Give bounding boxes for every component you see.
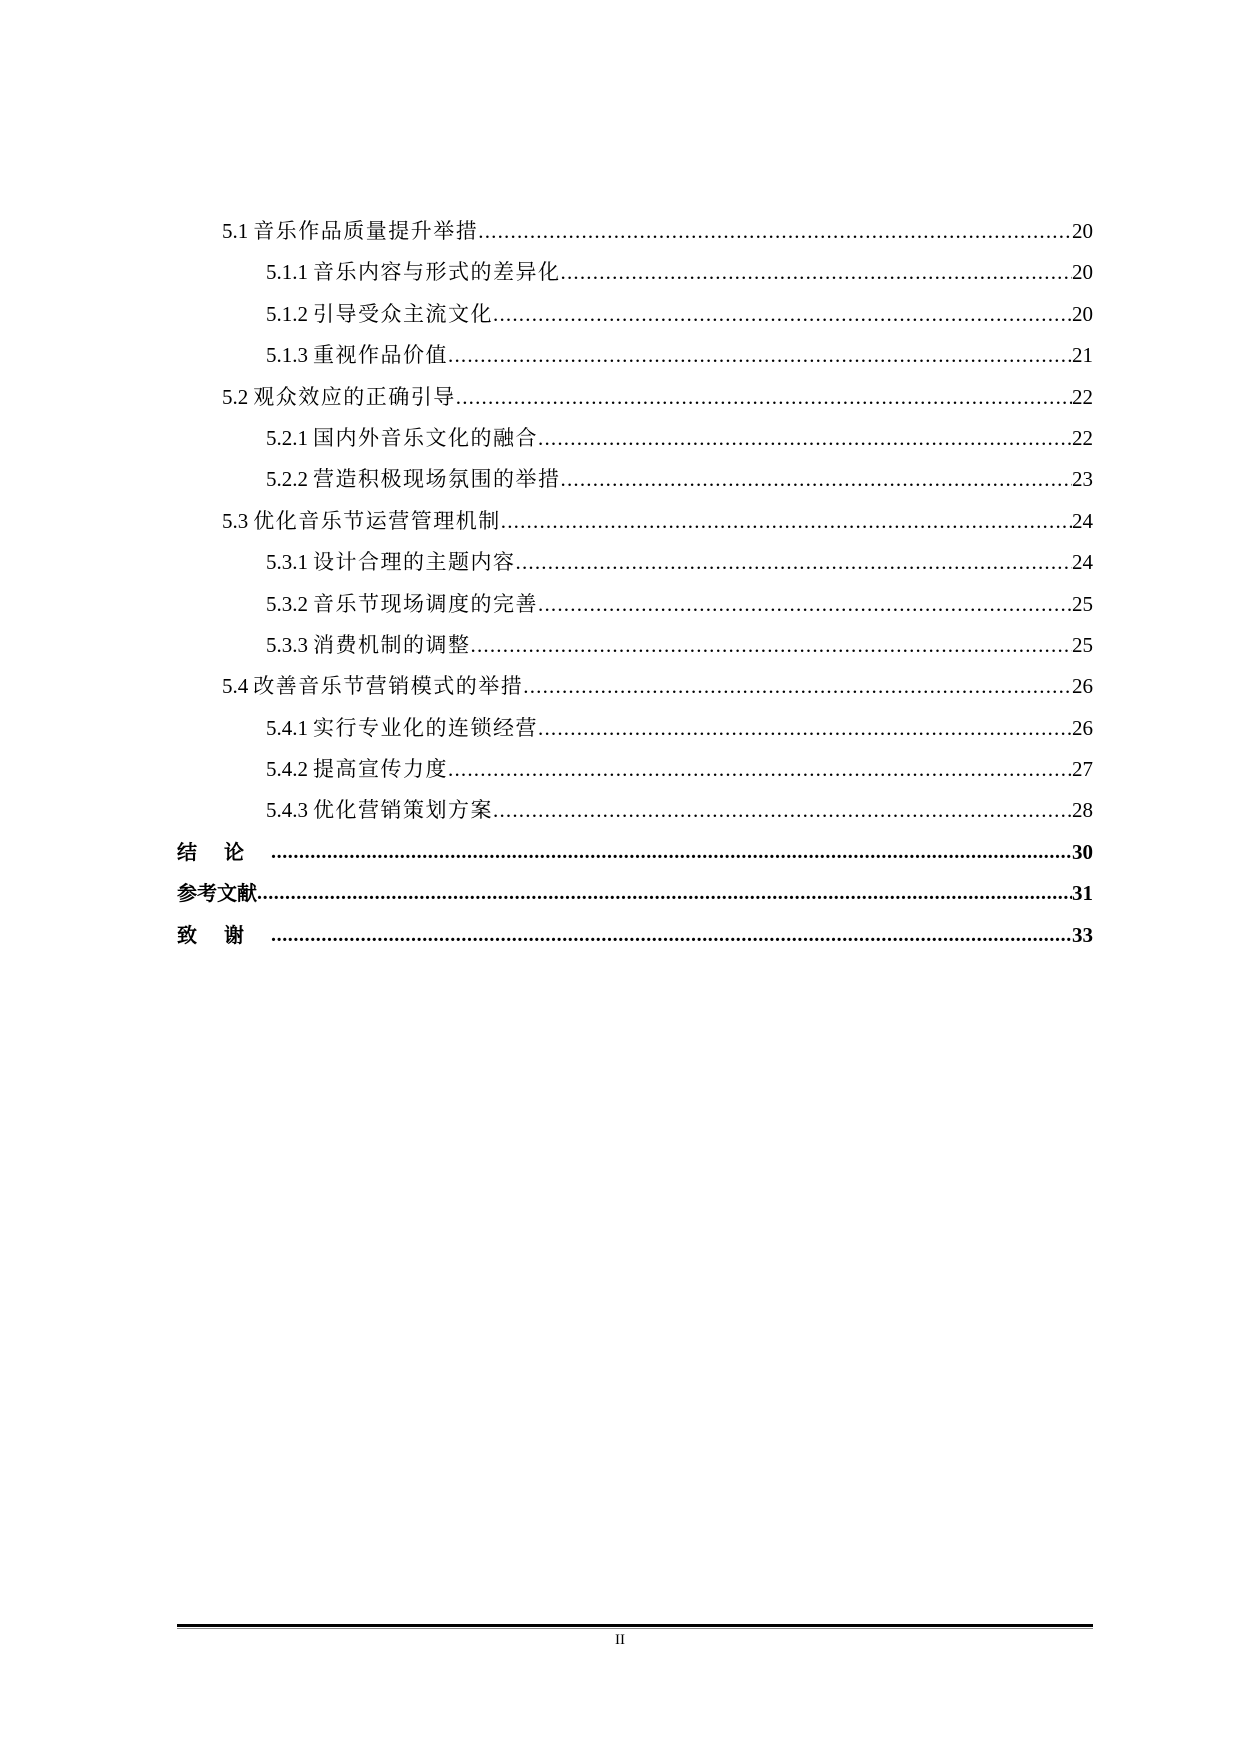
toc-entry-title: 5.3.1 设计合理的主题内容 — [266, 542, 516, 583]
page-number: II — [615, 1632, 625, 1648]
toc-entry-page: 25 — [1072, 591, 1093, 616]
toc-entry-5-2[interactable] — [177, 377, 1093, 418]
dot-leader — [561, 252, 1073, 293]
dot-leader — [493, 790, 1072, 831]
toc-entry-page: 22 — [1072, 425, 1093, 450]
toc-entry-title: 5.2 观众效应的正确引导 — [222, 377, 456, 418]
toc-entry-5-3-2[interactable] — [177, 584, 1093, 625]
toc-entry-5-1-2[interactable] — [177, 294, 1093, 335]
toc-entry-5-3-1[interactable] — [177, 542, 1093, 583]
toc-entry-title: 5.1.1 音乐内容与形式的差异化 — [266, 252, 561, 293]
toc-entry-5-4-3[interactable] — [177, 790, 1093, 831]
toc-entry-page: 33 — [1072, 922, 1093, 947]
toc-entry-title: 致谢 — [177, 915, 271, 956]
toc-entry-title: 5.3.2 音乐节现场调度的完善 — [266, 584, 538, 625]
footer-rule — [177, 1624, 1093, 1627]
footer-rule-thin — [177, 1628, 1093, 1629]
toc-entry-page: 31 — [1072, 881, 1093, 906]
toc-entry-page: 20 — [1072, 260, 1093, 285]
toc-entry-5-1-3[interactable] — [177, 335, 1093, 376]
toc-entry-title: 5.3 优化音乐节运营管理机制 — [222, 501, 501, 542]
dot-leader — [271, 915, 1072, 956]
dot-leader — [456, 377, 1072, 418]
dot-leader — [538, 708, 1072, 749]
toc-entry-page: 20 — [1072, 219, 1093, 243]
dot-leader — [493, 294, 1072, 335]
dot-leader — [501, 501, 1072, 542]
toc-entry-page: 24 — [1072, 508, 1093, 533]
toc-entry-page: 23 — [1072, 467, 1093, 492]
dot-leader — [538, 418, 1072, 459]
toc-entry-5-2-2[interactable] — [177, 459, 1093, 500]
toc-entry-5-4-2[interactable] — [177, 749, 1093, 790]
dot-leader — [538, 584, 1072, 625]
table-of-contents — [177, 211, 1093, 956]
dot-leader — [471, 625, 1073, 666]
toc-entry-page: 21 — [1072, 343, 1093, 368]
toc-entry-title: 5.2.1 国内外音乐文化的融合 — [266, 418, 538, 459]
toc-entry-title: 5.4.1 实行专业化的连锁经营 — [266, 708, 538, 749]
toc-entry-title: 5.4.2 提高宣传力度 — [266, 749, 448, 790]
toc-entry-title: 5.1.3 重视作品价值 — [266, 335, 448, 376]
toc-entry-title: 5.4.3 优化营销策划方案 — [266, 790, 493, 831]
toc-entry-page: 28 — [1072, 798, 1093, 823]
toc-entry-page: 27 — [1072, 757, 1093, 782]
toc-entry-5-3[interactable] — [177, 501, 1093, 542]
dot-leader — [448, 335, 1072, 376]
toc-entry-page: 26 — [1072, 674, 1093, 699]
toc-entry-5-2-1[interactable] — [177, 418, 1093, 459]
toc-entry-acknowledgements[interactable] — [177, 915, 1093, 956]
toc-entry-title: 5.3.3 消费机制的调整 — [266, 625, 471, 666]
toc-entry-5-3-3[interactable] — [177, 625, 1093, 666]
toc-entry-title: 结论 — [177, 832, 271, 873]
toc-entry-page: 25 — [1072, 632, 1093, 657]
toc-entry-conclusion[interactable] — [177, 832, 1093, 873]
toc-entry-page: 20 — [1072, 301, 1093, 326]
toc-entry-title: 参考文献 — [177, 873, 257, 914]
dot-leader — [561, 459, 1073, 500]
toc-entry-5-1-1[interactable] — [177, 252, 1093, 293]
toc-entry-page: 30 — [1072, 839, 1093, 864]
toc-entry-references[interactable] — [177, 873, 1093, 914]
dot-leader — [478, 211, 1072, 252]
toc-entry-title: 5.1.2 引导受众主流文化 — [266, 294, 493, 335]
toc-entry-5-1[interactable] — [177, 211, 1093, 252]
toc-entry-5-4[interactable] — [177, 666, 1093, 707]
dot-leader — [448, 749, 1072, 790]
toc-entry-title: 5.4 改善音乐节营销模式的举措 — [222, 666, 523, 707]
toc-entry-5-4-1[interactable] — [177, 708, 1093, 749]
toc-entry-page: 26 — [1072, 715, 1093, 740]
dot-leader — [516, 542, 1073, 583]
toc-entry-page: 24 — [1072, 550, 1093, 575]
dot-leader — [257, 873, 1072, 914]
dot-leader — [271, 832, 1072, 873]
dot-leader — [523, 666, 1072, 707]
toc-entry-page: 22 — [1072, 384, 1093, 409]
toc-entry-title: 5.1 音乐作品质量提升举措 — [222, 211, 478, 252]
toc-entry-title: 5.2.2 营造积极现场氛围的举措 — [266, 459, 561, 500]
